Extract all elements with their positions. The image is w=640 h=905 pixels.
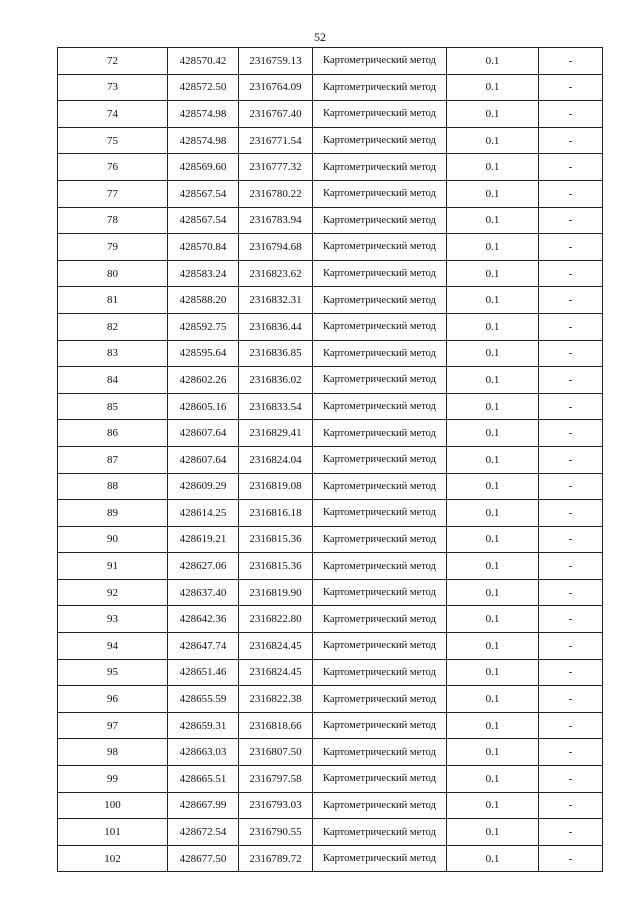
method-cell: Картометрический метод [313,579,447,606]
table-row [58,739,603,766]
accuracy-cell: 0.1 [447,792,539,819]
note-cell: - [539,579,603,606]
y-coordinate-cell: 2316822.80 [239,606,313,633]
point-number-cell: 97 [58,712,168,739]
method-cell: Картометрический метод [313,127,447,154]
accuracy-cell: 0.1 [447,473,539,500]
table-row [58,340,603,367]
note-cell: - [539,260,603,287]
y-coordinate-cell: 2316824.45 [239,633,313,660]
point-number-cell: 90 [58,526,168,553]
table-row [58,792,603,819]
x-coordinate-cell: 428614.25 [168,500,239,527]
point-number-cell: 93 [58,606,168,633]
method-cell: Картометрический метод [313,845,447,872]
note-cell: - [539,234,603,261]
table-row [58,74,603,101]
x-coordinate-cell: 428637.40 [168,579,239,606]
accuracy-cell: 0.1 [447,313,539,340]
accuracy-cell: 0.1 [447,766,539,793]
y-coordinate-cell: 2316824.04 [239,446,313,473]
method-cell: Картометрический метод [313,446,447,473]
point-number-cell: 102 [58,845,168,872]
table-row [58,393,603,420]
x-coordinate-cell: 428592.75 [168,313,239,340]
x-coordinate-cell: 428655.59 [168,686,239,713]
accuracy-cell: 0.1 [447,340,539,367]
method-cell: Картометрический метод [313,686,447,713]
note-cell: - [539,686,603,713]
x-coordinate-cell: 428667.99 [168,792,239,819]
y-coordinate-cell: 2316816.18 [239,500,313,527]
table-row [58,633,603,660]
accuracy-cell: 0.1 [447,393,539,420]
table-row [58,579,603,606]
x-coordinate-cell: 428572.50 [168,74,239,101]
accuracy-cell: 0.1 [447,260,539,287]
note-cell: - [539,48,603,75]
coordinates-table [57,47,603,872]
method-cell: Картометрический метод [313,207,447,234]
method-cell: Картометрический метод [313,367,447,394]
accuracy-cell: 0.1 [447,446,539,473]
accuracy-cell: 0.1 [447,845,539,872]
x-coordinate-cell: 428570.84 [168,234,239,261]
accuracy-cell: 0.1 [447,48,539,75]
note-cell: - [539,393,603,420]
point-number-cell: 75 [58,127,168,154]
table-row [58,526,603,553]
method-cell: Картометрический метод [313,74,447,101]
x-coordinate-cell: 428574.98 [168,101,239,128]
x-coordinate-cell: 428605.16 [168,393,239,420]
y-coordinate-cell: 2316767.40 [239,101,313,128]
x-coordinate-cell: 428567.54 [168,207,239,234]
x-coordinate-cell: 428570.42 [168,48,239,75]
x-coordinate-cell: 428588.20 [168,287,239,314]
x-coordinate-cell: 428595.64 [168,340,239,367]
y-coordinate-cell: 2316797.58 [239,766,313,793]
note-cell: - [539,633,603,660]
table-row [58,234,603,261]
accuracy-cell: 0.1 [447,553,539,580]
point-number-cell: 87 [58,446,168,473]
accuracy-cell: 0.1 [447,127,539,154]
point-number-cell: 72 [58,48,168,75]
note-cell: - [539,154,603,181]
point-number-cell: 81 [58,287,168,314]
y-coordinate-cell: 2316818.66 [239,712,313,739]
x-coordinate-cell: 428647.74 [168,633,239,660]
accuracy-cell: 0.1 [447,579,539,606]
method-cell: Картометрический метод [313,712,447,739]
note-cell: - [539,553,603,580]
note-cell: - [539,287,603,314]
y-coordinate-cell: 2316836.44 [239,313,313,340]
accuracy-cell: 0.1 [447,367,539,394]
table-row [58,553,603,580]
x-coordinate-cell: 428677.50 [168,845,239,872]
point-number-cell: 85 [58,393,168,420]
method-cell: Картометрический метод [313,180,447,207]
y-coordinate-cell: 2316794.68 [239,234,313,261]
point-number-cell: 80 [58,260,168,287]
accuracy-cell: 0.1 [447,686,539,713]
note-cell: - [539,766,603,793]
table-row [58,686,603,713]
note-cell: - [539,127,603,154]
x-coordinate-cell: 428665.51 [168,766,239,793]
note-cell: - [539,446,603,473]
y-coordinate-cell: 2316777.32 [239,154,313,181]
accuracy-cell: 0.1 [447,712,539,739]
point-number-cell: 95 [58,659,168,686]
x-coordinate-cell: 428609.29 [168,473,239,500]
x-coordinate-cell: 428602.26 [168,367,239,394]
method-cell: Картометрический метод [313,48,447,75]
note-cell: - [539,712,603,739]
point-number-cell: 84 [58,367,168,394]
y-coordinate-cell: 2316764.09 [239,74,313,101]
y-coordinate-cell: 2316793.03 [239,792,313,819]
x-coordinate-cell: 428607.64 [168,420,239,447]
method-cell: Картометрический метод [313,500,447,527]
note-cell: - [539,367,603,394]
note-cell: - [539,792,603,819]
method-cell: Картометрический метод [313,420,447,447]
point-number-cell: 101 [58,819,168,846]
y-coordinate-cell: 2316836.85 [239,340,313,367]
table-row [58,260,603,287]
table-row [58,367,603,394]
note-cell: - [539,500,603,527]
note-cell: - [539,845,603,872]
method-cell: Картометрический метод [313,766,447,793]
method-cell: Картометрический метод [313,633,447,660]
point-number-cell: 98 [58,739,168,766]
accuracy-cell: 0.1 [447,287,539,314]
accuracy-cell: 0.1 [447,633,539,660]
method-cell: Картометрический метод [313,739,447,766]
table-row [58,473,603,500]
y-coordinate-cell: 2316833.54 [239,393,313,420]
y-coordinate-cell: 2316836.02 [239,367,313,394]
accuracy-cell: 0.1 [447,420,539,447]
point-number-cell: 78 [58,207,168,234]
point-number-cell: 77 [58,180,168,207]
y-coordinate-cell: 2316759.13 [239,48,313,75]
point-number-cell: 88 [58,473,168,500]
x-coordinate-cell: 428627.06 [168,553,239,580]
accuracy-cell: 0.1 [447,819,539,846]
accuracy-cell: 0.1 [447,180,539,207]
y-coordinate-cell: 2316823.62 [239,260,313,287]
point-number-cell: 73 [58,74,168,101]
note-cell: - [539,207,603,234]
accuracy-cell: 0.1 [447,207,539,234]
y-coordinate-cell: 2316771.54 [239,127,313,154]
point-number-cell: 74 [58,101,168,128]
x-coordinate-cell: 428583.24 [168,260,239,287]
table-row [58,606,603,633]
point-number-cell: 96 [58,686,168,713]
method-cell: Картометрический метод [313,313,447,340]
x-coordinate-cell: 428663.03 [168,739,239,766]
table-row [58,819,603,846]
coordinates-table-body [58,48,603,872]
accuracy-cell: 0.1 [447,659,539,686]
point-number-cell: 94 [58,633,168,660]
table-row [58,712,603,739]
x-coordinate-cell: 428619.21 [168,526,239,553]
method-cell: Картометрический метод [313,101,447,128]
accuracy-cell: 0.1 [447,526,539,553]
x-coordinate-cell: 428642.36 [168,606,239,633]
table-row [58,500,603,527]
table-row [58,48,603,75]
point-number-cell: 99 [58,766,168,793]
table-row [58,845,603,872]
method-cell: Картометрический метод [313,234,447,261]
y-coordinate-cell: 2316815.36 [239,526,313,553]
x-coordinate-cell: 428607.64 [168,446,239,473]
method-cell: Картометрический метод [313,606,447,633]
page-number: 52 [314,30,326,44]
note-cell: - [539,74,603,101]
method-cell: Картометрический метод [313,340,447,367]
x-coordinate-cell: 428574.98 [168,127,239,154]
y-coordinate-cell: 2316822.38 [239,686,313,713]
point-number-cell: 79 [58,234,168,261]
method-cell: Картометрический метод [313,260,447,287]
method-cell: Картометрический метод [313,393,447,420]
point-number-cell: 91 [58,553,168,580]
point-number-cell: 82 [58,313,168,340]
y-coordinate-cell: 2316807.50 [239,739,313,766]
y-coordinate-cell: 2316824.45 [239,659,313,686]
table-row [58,127,603,154]
accuracy-cell: 0.1 [447,74,539,101]
y-coordinate-cell: 2316780.22 [239,180,313,207]
note-cell: - [539,340,603,367]
point-number-cell: 89 [58,500,168,527]
accuracy-cell: 0.1 [447,739,539,766]
x-coordinate-cell: 428567.54 [168,180,239,207]
x-coordinate-cell: 428569.60 [168,154,239,181]
note-cell: - [539,473,603,500]
note-cell: - [539,659,603,686]
point-number-cell: 86 [58,420,168,447]
accuracy-cell: 0.1 [447,500,539,527]
table-row [58,154,603,181]
table-row [58,420,603,447]
method-cell: Картометрический метод [313,659,447,686]
x-coordinate-cell: 428672.54 [168,819,239,846]
note-cell: - [539,313,603,340]
note-cell: - [539,101,603,128]
table-row [58,207,603,234]
accuracy-cell: 0.1 [447,606,539,633]
x-coordinate-cell: 428659.31 [168,712,239,739]
x-coordinate-cell: 428651.46 [168,659,239,686]
method-cell: Картометрический метод [313,154,447,181]
y-coordinate-cell: 2316789.72 [239,845,313,872]
y-coordinate-cell: 2316815.36 [239,553,313,580]
y-coordinate-cell: 2316783.94 [239,207,313,234]
accuracy-cell: 0.1 [447,101,539,128]
method-cell: Картометрический метод [313,819,447,846]
point-number-cell: 100 [58,792,168,819]
y-coordinate-cell: 2316790.55 [239,819,313,846]
point-number-cell: 83 [58,340,168,367]
method-cell: Картометрический метод [313,553,447,580]
method-cell: Картометрический метод [313,473,447,500]
y-coordinate-cell: 2316829.41 [239,420,313,447]
y-coordinate-cell: 2316819.08 [239,473,313,500]
method-cell: Картометрический метод [313,792,447,819]
table-row [58,766,603,793]
table-row [58,180,603,207]
note-cell: - [539,606,603,633]
note-cell: - [539,739,603,766]
accuracy-cell: 0.1 [447,234,539,261]
note-cell: - [539,180,603,207]
table-row [58,659,603,686]
table-row [58,287,603,314]
accuracy-cell: 0.1 [447,154,539,181]
point-number-cell: 76 [58,154,168,181]
y-coordinate-cell: 2316832.31 [239,287,313,314]
y-coordinate-cell: 2316819.90 [239,579,313,606]
table-row [58,101,603,128]
note-cell: - [539,819,603,846]
method-cell: Картометрический метод [313,526,447,553]
method-cell: Картометрический метод [313,287,447,314]
table-row [58,446,603,473]
note-cell: - [539,526,603,553]
point-number-cell: 92 [58,579,168,606]
note-cell: - [539,420,603,447]
table-row [58,313,603,340]
